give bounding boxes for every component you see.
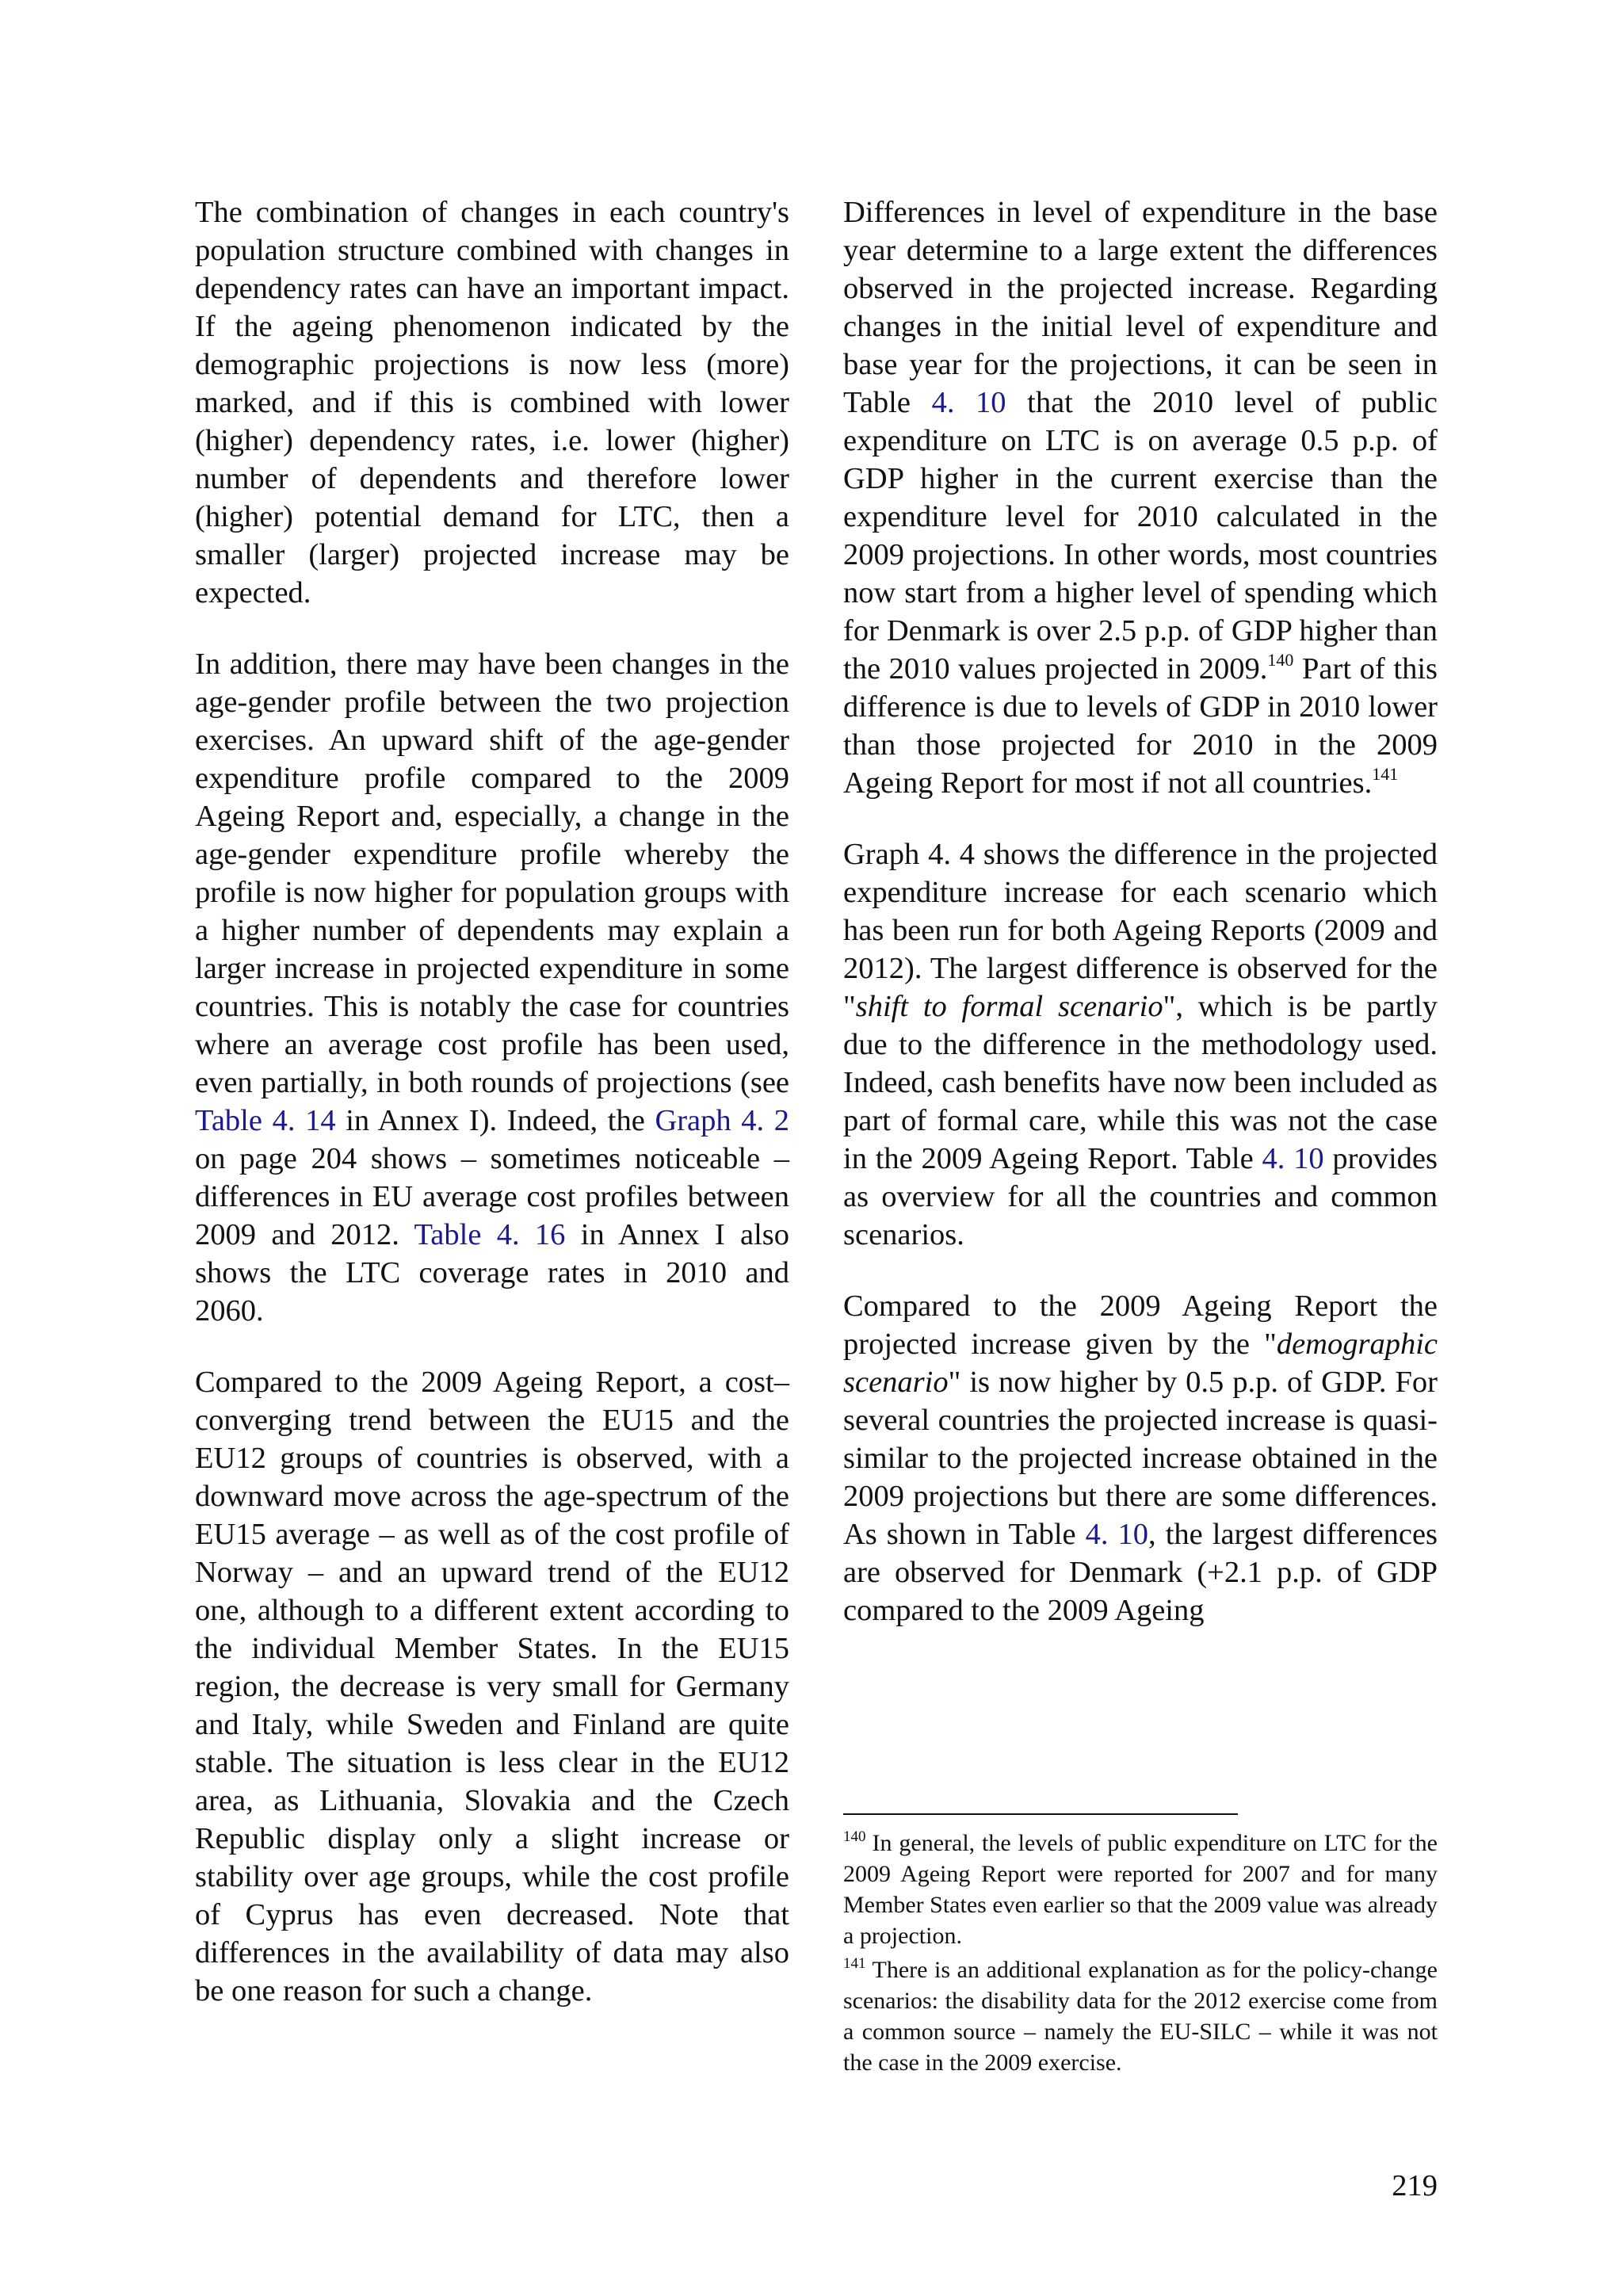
table-4-10-link[interactable]: 4. 10: [931, 386, 1006, 419]
paragraph: Compared to the 2009 Ageing Report the projected increase given by the "demographic scenario" is now higher by 0.5 p.p. of GDP. For several countries the projected increase is quasi-similar to the projected increase obtained in the 2009 projections but there are some differences. As shown in Table 4. 10, the largest differences are observed for Denmark (+2.1 p.p. of GDP compared to the 2009 Ageing: [843, 1289, 1438, 1627]
footnote-ref-140[interactable]: 140: [1267, 650, 1294, 670]
footnote-divider: [843, 1813, 1238, 1815]
paragraph: Compared to the 2009 Ageing Report, a cost–converging trend between the EU15 and the EU12 groups of countries is observed, with a downward move across the age-spectrum of the EU15 average – as well as of the cost profile of Norway – and an upward trend of the EU12 one, although to a different extent according to the individual Member States. In the EU15 region, the decrease is very small for Germany and Italy, while Sweden and Finland are quite stable. The situation is less clear in the EU12 area, as Lithuania, Slovakia and the Czech Republic display only a slight increase or stability over age groups, while the cost profile of Cyprus has even decreased. Note that differences in the availability of data may also be one reason for such a change.: [195, 1366, 789, 2008]
footnote-140: $^{140}$ In general, the levels of public expenditure on LTC for the 2009 Ageing Report were reported for 2007 and for many Member States even earlier so that the 2009 value was already a projection.: [843, 1828, 1438, 1949]
table-4-16-link[interactable]: Table 4. 16: [414, 1218, 566, 1251]
footnote-number: 141: [843, 1955, 866, 1972]
table-4-14-link[interactable]: Table 4. 14: [195, 1104, 336, 1137]
page-number: 219: [1392, 2169, 1438, 2202]
paragraph: The combination of changes in each country's population structure combined with changes in dependency rates can have an important impact. If the ageing phenomenon indicated by the demographic projections is now less (more) marked, and if this is combined with lower (higher) dependency rates, i.e. lower (higher) number of dependents and therefore lower (higher) potential demand for LTC, then a smaller (larger) projected increase may be expected.: [195, 196, 789, 609]
right-column: [843, 193, 1438, 1663]
paragraph: In addition, there may have been changes in the age-gender profile between the two projection exercises. An upward shift of the age-gender expenditure profile compared to the 2009 Ageing Report and, especially, a change in the age-gender expenditure profile whereby the profile is now higher for population groups with a higher number of dependents may explain a larger increase in projected expenditure in some countries. This is notably the case for countries where an average cost profile has been used, even partially, in both rounds of projections (see Table 4. 14 in Annex I). Indeed, the Graph 4. 2 on page 204 shows – sometimes noticeable – differences in EU average cost profiles between 2009 and 2012. Table 4. 16 in Annex I also shows the LTC coverage rates in 2010 and 2060.: [195, 648, 790, 1328]
table-4-10-link[interactable]: 4. 10: [1085, 1518, 1149, 1551]
footnote-ref-141[interactable]: 141: [1372, 764, 1399, 784]
table-4-10-link[interactable]: 4. 10: [1262, 1142, 1324, 1175]
paragraph: Graph 4. 4 shows the difference in the projected expenditure increase for each scenario which has been run for both Ageing Reports (2009 and 2012). The largest difference is observed for the "shift to formal scenario", which is be partly due to the difference in the methodology used. Indeed, cash benefits have now been included as part of formal care, while this was not the case in the 2009 Ageing Report. Table 4. 10 provides as overview for all the countries and common scenarios.: [843, 838, 1438, 1251]
footnote-number: 140: [843, 1828, 866, 1845]
graph-4-2-link[interactable]: Graph 4. 2: [655, 1104, 790, 1137]
footnotes: [843, 1828, 1438, 2081]
paragraph: Differences in level of expenditure in the base year determine to a large extent the differences observed in the projected increase. Regarding changes in the initial level of expenditure and base year for the projections, it can be seen in Table 4. 10 that the 2010 level of public expenditure on LTC is on average 0.5 p.p. of GDP higher in the current exercise than the expenditure level for 2010 calculated in the 2009 projections. In other words, most countries now start from a higher level of spending which for Denmark is over 2.5 p.p. of GDP higher than the 2010 values projected in 2009.$^{140}$ Part of this difference is due to levels of GDP in 2010 lower than those projected for 2010 in the 2009 Ageing Report for most if not all countries.$^{141}$: [843, 196, 1438, 800]
left-column: [195, 193, 789, 2043]
footnote-141: $^{141}$ There is an additional explanation as for the policy-change scenarios: the disability data for the 2012 exercise come from a common source – namely the EU-SILC – while it was not the case in the 2009 exercise.: [843, 1955, 1438, 2076]
